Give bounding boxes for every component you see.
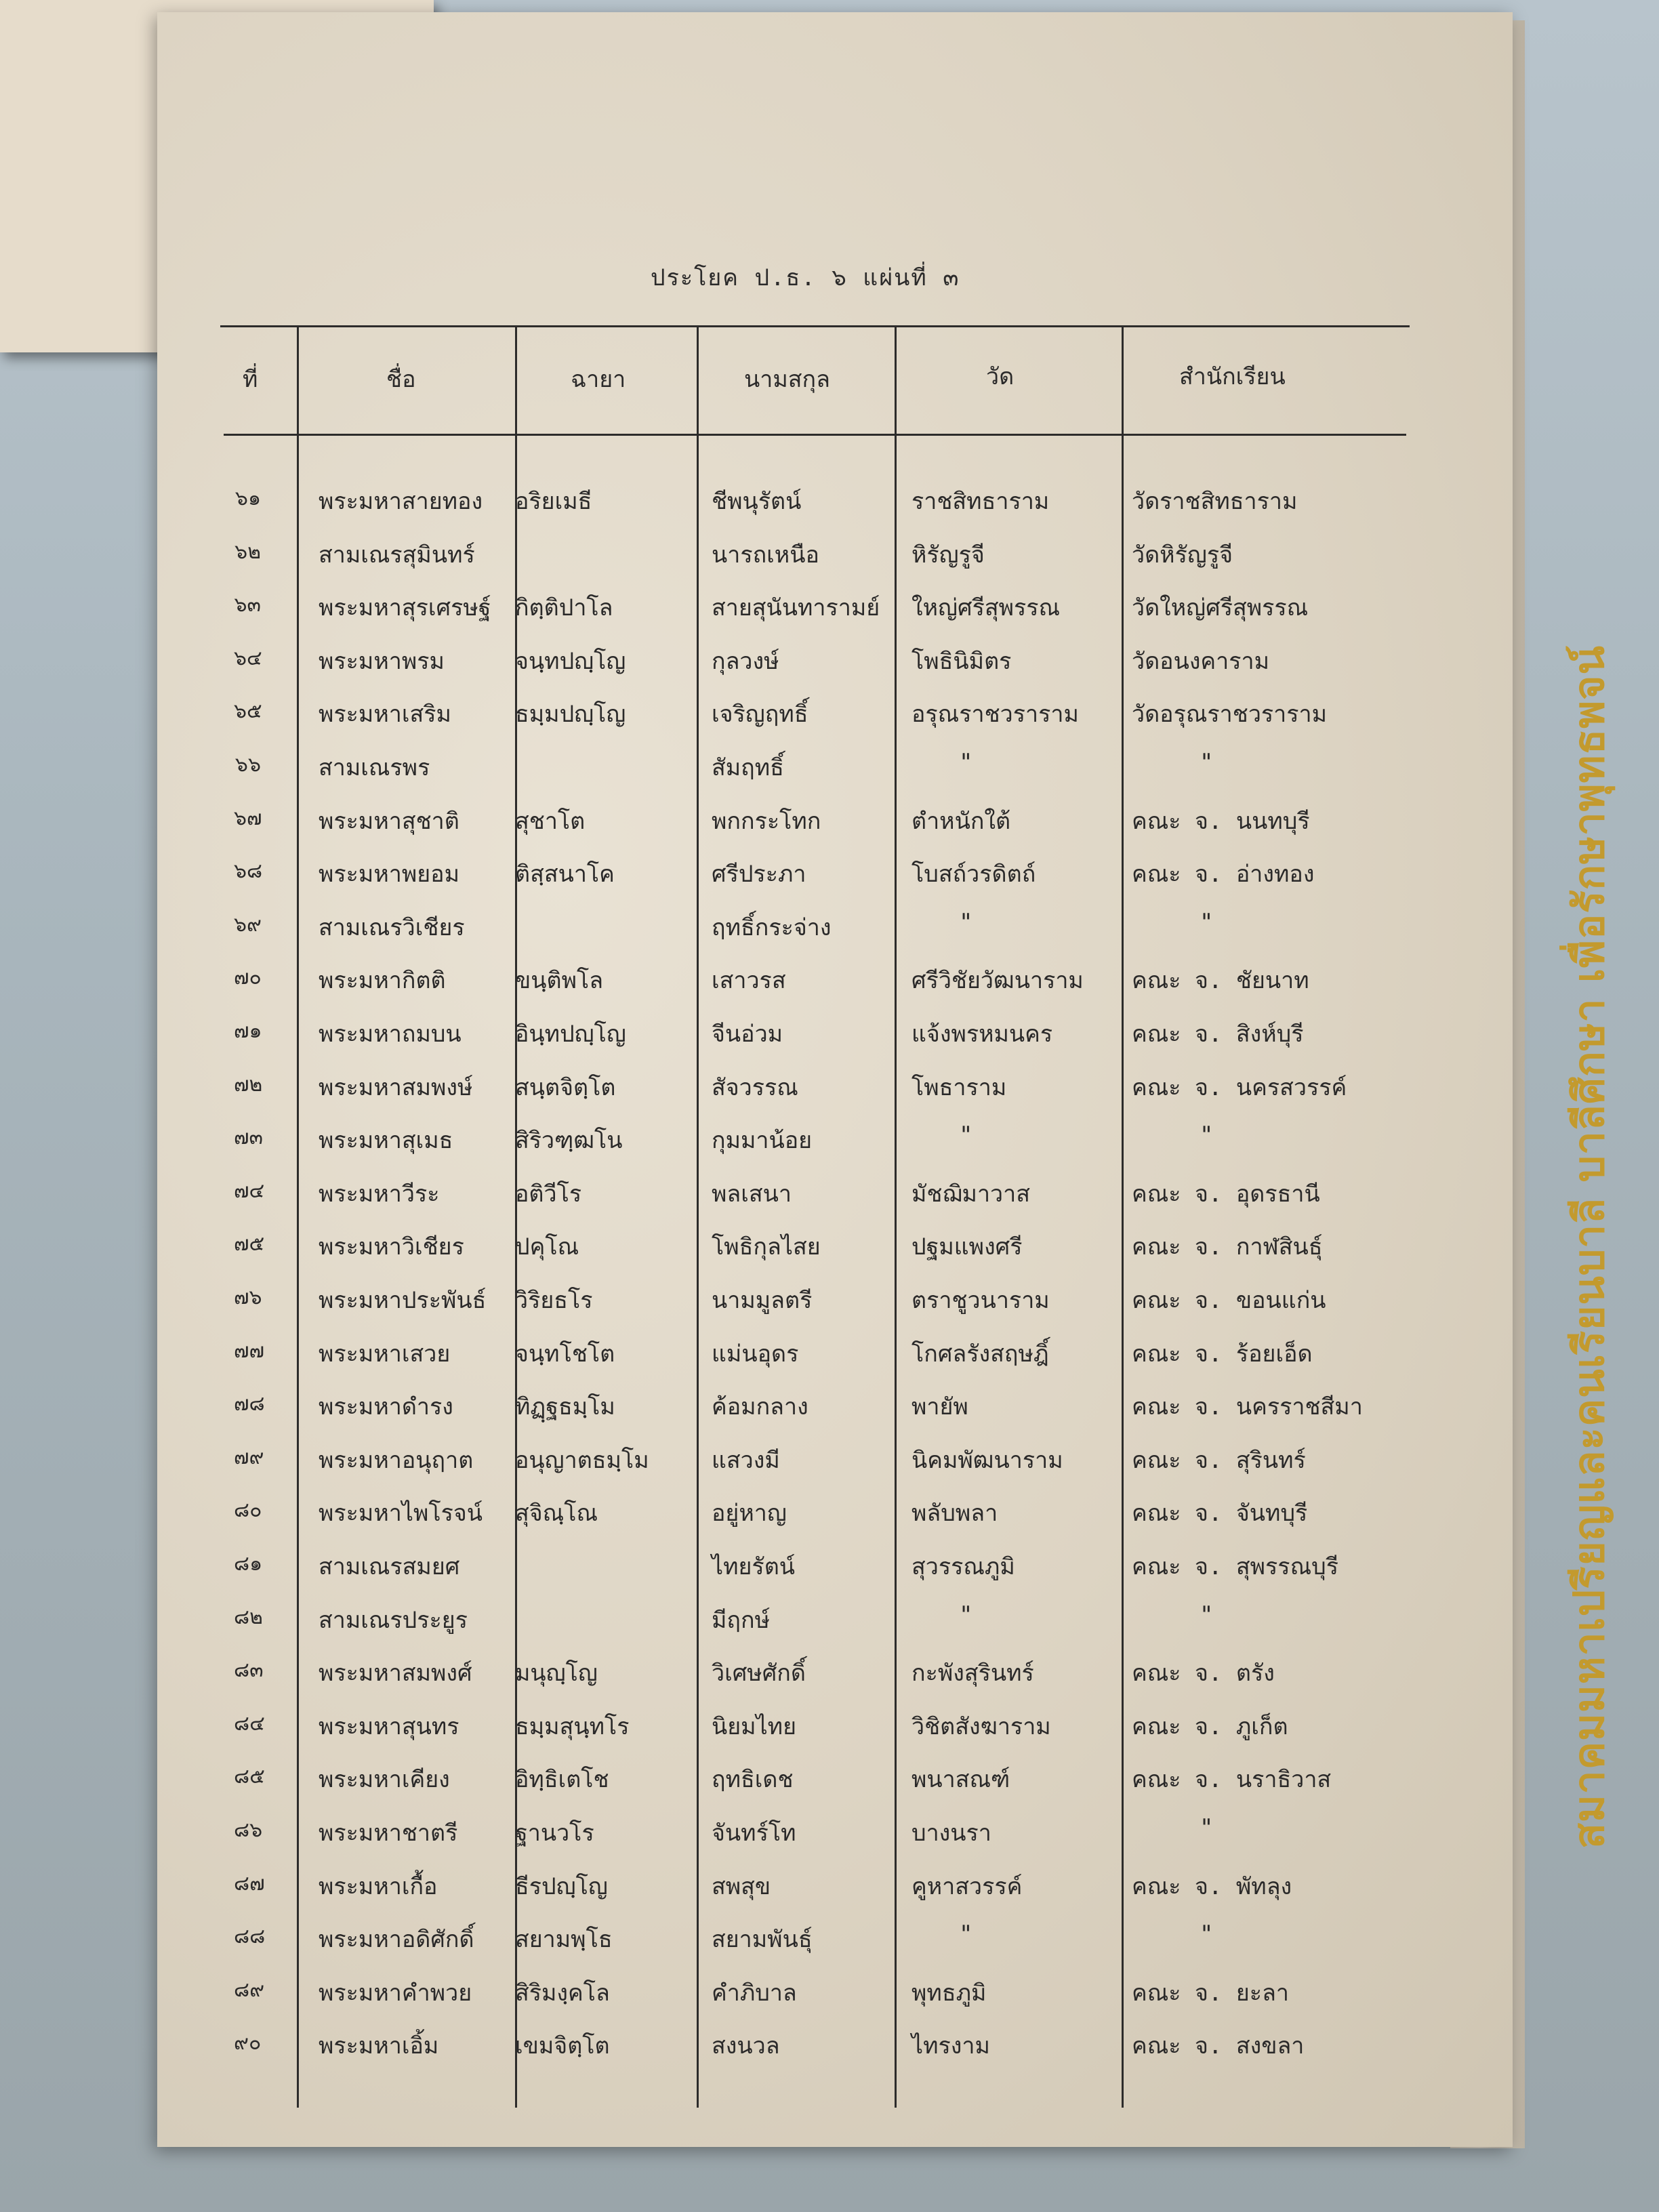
cell-surname: นารถเหนือ bbox=[712, 541, 819, 569]
cell-no: ๘๑ bbox=[234, 1552, 263, 1576]
table-row bbox=[0, 1228, 1659, 1275]
table-row bbox=[0, 1708, 1659, 1755]
cell-name: สามเณรสุมินทร์ bbox=[319, 541, 475, 569]
cell-school: คณะ จ. ยะลา bbox=[1132, 1979, 1289, 2007]
cell-surname: ชีพนุรัตน์ bbox=[712, 488, 802, 515]
cell-wat: แจ้งพรหมนคร bbox=[912, 1021, 1053, 1048]
cell-school: คณะ จ. นครราชสีมา bbox=[1132, 1393, 1363, 1421]
table-row bbox=[0, 802, 1659, 850]
cell-school: คณะ จ. สิงห์บุรี bbox=[1132, 1021, 1304, 1048]
table-row bbox=[0, 1282, 1659, 1329]
cell-no: ๗๖ bbox=[234, 1286, 262, 1309]
cell-school: คณะ จ. จันทบุรี bbox=[1132, 1500, 1308, 1528]
cell-wat: มัชฌิมาวาส bbox=[912, 1180, 1030, 1208]
table-row bbox=[0, 1814, 1659, 1862]
cell-school: คณะ จ. พัทลุง bbox=[1132, 1872, 1292, 1900]
cell-surname: แม่นอุดร bbox=[712, 1340, 799, 1368]
cell-name: พระมหาชาตรี bbox=[319, 1820, 458, 1847]
cell-name: พระมหาเคียง bbox=[319, 1766, 450, 1794]
cell-alias: ฐานวโร bbox=[515, 1820, 594, 1847]
cell-wat: " bbox=[959, 1601, 973, 1629]
cell-surname: ไทยรัตน์ bbox=[712, 1553, 796, 1580]
table-row bbox=[0, 1868, 1659, 1915]
table-row bbox=[0, 1388, 1659, 1435]
cell-name: พระมหาเสริม bbox=[319, 701, 451, 729]
cell-no: ๘๕ bbox=[234, 1765, 265, 1789]
cell-wat: ตำหนักใต้ bbox=[912, 807, 1011, 835]
cell-school: " bbox=[1200, 908, 1214, 936]
cell-name: พระมหาสุชาติ bbox=[319, 807, 459, 835]
cell-surname: จันทร์โท bbox=[712, 1820, 796, 1847]
cell-wat: โบสถ์วรดิตถ์ bbox=[912, 861, 1036, 888]
cell-surname: วิเศษศักดิ์ bbox=[712, 1660, 806, 1687]
cell-alias: สุชาโต bbox=[515, 807, 586, 835]
cell-school: คณะ จ. อุดรธานี bbox=[1132, 1180, 1320, 1208]
cell-alias: ขนฺติพโล bbox=[515, 967, 604, 995]
cell-wat: " bbox=[959, 1921, 973, 1948]
cell-alias: สนฺตจิตฺโต bbox=[515, 1073, 616, 1101]
cell-name: พระมหาอนุฤาต bbox=[319, 1446, 474, 1474]
table-row bbox=[0, 642, 1659, 690]
cell-school: คณะ จ. นครสวรรค์ bbox=[1132, 1073, 1347, 1101]
table-row bbox=[0, 589, 1659, 636]
cell-surname: นิยมไทย bbox=[712, 1713, 797, 1740]
cell-no: ๘๖ bbox=[234, 1818, 263, 1842]
cell-school: วัดหิรัญรูจี bbox=[1132, 541, 1233, 569]
cell-school: คณะ จ. นราธิวาส bbox=[1132, 1766, 1332, 1794]
cell-wat: สุวรรณภูมิ bbox=[912, 1553, 1015, 1580]
table-row bbox=[0, 1335, 1659, 1382]
cell-surname: ศรีประภา bbox=[712, 861, 806, 888]
cell-alias: ธมฺมปญฺโญ bbox=[515, 701, 626, 729]
cell-no: ๖๕ bbox=[234, 699, 262, 724]
cell-no: ๗๙ bbox=[234, 1445, 264, 1469]
cell-surname: โพธิกุลไสย bbox=[712, 1233, 821, 1261]
cell-school: คณะ จ. ภูเก็ต bbox=[1132, 1713, 1288, 1740]
cell-name: พระมหาสมพงษ์ bbox=[319, 1073, 473, 1101]
cell-alias: อริยเมธี bbox=[515, 488, 592, 515]
cell-no: ๗๔ bbox=[234, 1179, 265, 1203]
cell-school: วัดอรุณราชวราราม bbox=[1132, 701, 1328, 729]
cell-no: ๖๒ bbox=[234, 539, 261, 564]
table-top-rule bbox=[220, 325, 1410, 327]
cell-alias: ธมฺมสุนฺทโร bbox=[515, 1713, 630, 1740]
cell-school: คณะ จ. สงขลา bbox=[1132, 2032, 1305, 2060]
cell-surname: สยามพันธุ์ bbox=[712, 1926, 813, 1954]
table-row bbox=[0, 1175, 1659, 1223]
cell-wat: คูหาสวรรค์ bbox=[912, 1872, 1023, 1900]
cell-no: ๘๓ bbox=[234, 1658, 264, 1683]
cell-wat: พนาสณฑ์ bbox=[912, 1766, 1010, 1794]
table-row bbox=[0, 1069, 1659, 1116]
cell-alias: จนฺทโชโต bbox=[515, 1340, 615, 1368]
cell-wat: วิชิตสังฆาราม bbox=[912, 1713, 1051, 1740]
cell-name: พระมหาสุรเศรษฐ์ bbox=[319, 594, 491, 622]
cell-school: วัดอนงคาราม bbox=[1132, 647, 1270, 675]
cell-no: ๗๑ bbox=[234, 1019, 262, 1043]
cell-no: ๖๔ bbox=[234, 646, 262, 670]
cell-name: พระมหาพรม bbox=[319, 647, 445, 675]
cell-school: คณะ จ. ขอนแก่น bbox=[1132, 1287, 1326, 1314]
table-row bbox=[0, 855, 1659, 903]
cell-no: ๗๗ bbox=[234, 1338, 265, 1363]
cell-no: ๘๙ bbox=[234, 1978, 265, 2002]
cell-name: พระมหาเอิ้ม bbox=[319, 2032, 439, 2060]
cell-alias: สยามพฺโธ bbox=[515, 1926, 613, 1954]
cell-name: พระมหาไพโรจน์ bbox=[319, 1500, 483, 1528]
table-header-rule bbox=[224, 434, 1406, 436]
cell-alias: กิตฺติปาโล bbox=[515, 594, 613, 622]
cell-name: พระมหาพยอม bbox=[319, 861, 460, 888]
cell-name: พระมหาประพันธ์ bbox=[319, 1287, 487, 1314]
cell-surname: อยู่หาญ bbox=[712, 1500, 787, 1528]
cell-surname: กุลวงษ์ bbox=[712, 647, 779, 675]
cell-no: ๗๓ bbox=[234, 1126, 264, 1150]
cell-no: ๖๘ bbox=[234, 859, 263, 884]
cell-wat: พายัพ bbox=[912, 1393, 968, 1421]
table-row bbox=[0, 1974, 1659, 2022]
cell-school: คณะ จ. ชัยนาท bbox=[1132, 967, 1309, 995]
cell-wat: พุทธภูมิ bbox=[912, 1979, 987, 2007]
cell-no: ๘๗ bbox=[234, 1871, 265, 1896]
cell-no: ๖๙ bbox=[234, 912, 262, 937]
header-alias: ฉายา bbox=[571, 366, 626, 393]
table-row bbox=[0, 1548, 1659, 1595]
cell-wat: โพธาราม bbox=[912, 1073, 1007, 1101]
cell-alias: เขมจิตฺโต bbox=[515, 2032, 610, 2060]
table-row bbox=[0, 1921, 1659, 1968]
cell-no: ๗๘ bbox=[234, 1392, 265, 1416]
cell-name: พระมหาเกื้อ bbox=[319, 1872, 438, 1900]
cell-surname: แสวงมี bbox=[712, 1446, 780, 1474]
cell-wat: " bbox=[959, 749, 973, 776]
cell-wat: ราชสิทธาราม bbox=[912, 488, 1050, 515]
watermark-text: สมาคมมหาเปรียญและคนเรียนบาลี บาลีศึกษา เพื่อรักษาพุทธพจน์ bbox=[1564, 645, 1614, 1849]
table-row bbox=[0, 1015, 1659, 1063]
cell-name: สามเณรพร bbox=[319, 754, 430, 781]
cell-surname: จีนอ่วม bbox=[712, 1021, 783, 1048]
cell-wat: หิรัญรูจี bbox=[912, 541, 985, 569]
cell-alias: จนฺทปญฺโญ bbox=[515, 647, 626, 675]
cell-wat: " bbox=[959, 908, 973, 936]
header-no: ที่ bbox=[243, 366, 258, 393]
cell-alias: สิริวฑฺฒโน bbox=[515, 1127, 623, 1155]
cell-name: พระมหาสายทอง bbox=[319, 488, 483, 515]
cell-alias: อิทฺธิเตโช bbox=[515, 1766, 609, 1794]
page-heading: ประโยค ป.ธ. ๖ แผ่นที่ ๓ bbox=[651, 264, 960, 291]
header-wat: วัด bbox=[986, 363, 1015, 390]
table-row bbox=[0, 1441, 1659, 1489]
cell-wat: ศรีวิชัยวัฒนาราม bbox=[912, 967, 1084, 995]
cell-surname: สัมฤทธิ์ bbox=[712, 754, 784, 781]
cell-wat: " bbox=[959, 1122, 973, 1149]
cell-alias: ปคุโณ bbox=[515, 1233, 579, 1261]
cell-no: ๘๘ bbox=[234, 1925, 266, 1949]
cell-alias: อนุญาตธมฺโม bbox=[515, 1446, 649, 1474]
cell-name: พระมหาสุนทร bbox=[319, 1713, 459, 1740]
table-row bbox=[0, 1122, 1659, 1169]
cell-surname: คำภิบาล bbox=[712, 1979, 797, 2007]
cell-wat: กะพังสุรินทร์ bbox=[912, 1660, 1034, 1687]
cell-surname: สัจวรรณ bbox=[712, 1073, 798, 1101]
cell-surname: เสาวรส bbox=[712, 967, 786, 995]
cell-surname: พกกระโทก bbox=[712, 807, 821, 835]
cell-name: พระมหาดำรง bbox=[319, 1393, 453, 1421]
cell-name: สามเณรสมยศ bbox=[319, 1553, 460, 1580]
cell-wat: โพธินิมิตร bbox=[912, 647, 1012, 675]
cell-school: " bbox=[1200, 1122, 1214, 1149]
cell-school: คณะ จ. นนทบุรี bbox=[1132, 807, 1310, 835]
cell-alias: ทิฏฺฐธมฺโม bbox=[515, 1393, 615, 1421]
cell-name: พระมหากิตติ bbox=[319, 967, 446, 995]
cell-wat: โกศลรังสฤษฎิ์ bbox=[912, 1340, 1049, 1368]
cell-school: วัดราชสิทธาราม bbox=[1132, 488, 1298, 515]
cell-wat: ไทรงาม bbox=[912, 2032, 990, 2060]
cell-surname: ฤทธิ์กระจ่าง bbox=[712, 914, 832, 941]
cell-alias: สิริมงฺคโล bbox=[515, 1979, 610, 2007]
cell-wat: อรุณราชวราราม bbox=[912, 701, 1079, 729]
header-school: สำนักเรียน bbox=[1179, 363, 1286, 390]
table-row bbox=[0, 962, 1659, 1009]
table-row bbox=[0, 1601, 1659, 1649]
cell-no: ๖๗ bbox=[234, 806, 262, 830]
cell-school: คณะ จ. สุรินทร์ bbox=[1132, 1446, 1306, 1474]
table-row bbox=[0, 536, 1659, 583]
cell-alias: มนุญฺโญ bbox=[515, 1660, 598, 1687]
table-row bbox=[0, 1494, 1659, 1542]
cell-school: คณะ จ. ร้อยเอ็ด bbox=[1132, 1340, 1313, 1368]
cell-name: พระมหาคำพวย bbox=[319, 1979, 472, 2007]
cell-school: คณะ จ. ตรัง bbox=[1132, 1660, 1275, 1687]
cell-wat: บางนรา bbox=[912, 1820, 991, 1847]
cell-surname: เจริญฤทธิ์ bbox=[712, 701, 808, 729]
cell-school: " bbox=[1200, 1601, 1214, 1629]
cell-no: ๗๐ bbox=[234, 966, 262, 990]
cell-alias: ติสฺสนาโค bbox=[515, 861, 615, 888]
header-surname: นามสกุล bbox=[744, 366, 830, 393]
cell-no: ๖๖ bbox=[234, 753, 261, 777]
cell-surname: กุมมาน้อย bbox=[712, 1127, 813, 1155]
cell-alias: สุจิณฺโณ bbox=[515, 1500, 598, 1528]
cell-alias: วิริยธโร bbox=[515, 1287, 593, 1314]
table-row bbox=[0, 909, 1659, 956]
cell-no: ๗๕ bbox=[234, 1232, 265, 1256]
cell-name: พระมหาสมพงศ์ bbox=[319, 1660, 472, 1687]
cell-wat: นิคมพัฒนาราม bbox=[912, 1446, 1063, 1474]
cell-surname: พลเสนา bbox=[712, 1180, 792, 1208]
cell-wat: ตราชูวนาราม bbox=[912, 1287, 1050, 1314]
cell-alias: อินฺทปญฺโญ bbox=[515, 1021, 626, 1048]
table-row bbox=[0, 695, 1659, 743]
cell-no: ๘๒ bbox=[234, 1605, 263, 1629]
cell-name: พระมหาเสวย bbox=[319, 1340, 451, 1368]
cell-school: " bbox=[1200, 749, 1214, 776]
cell-no: ๖๑ bbox=[234, 487, 261, 510]
cell-school: คณะ จ. สุพรรณบุรี bbox=[1132, 1553, 1338, 1580]
cell-surname: สงนวล bbox=[712, 2032, 780, 2060]
cell-surname: สพสุข bbox=[712, 1872, 771, 1900]
cell-no: ๙๐ bbox=[234, 2031, 262, 2055]
cell-name: สามเณรวิเชียร bbox=[319, 914, 465, 941]
table-row bbox=[0, 1761, 1659, 1808]
table-row bbox=[0, 749, 1659, 796]
cell-alias: ธีรปญฺโญ bbox=[515, 1872, 608, 1900]
table-row bbox=[0, 483, 1659, 530]
cell-alias: อติวีโร bbox=[515, 1180, 582, 1208]
table-row bbox=[0, 2027, 1659, 2074]
cell-surname: ค้อมกลาง bbox=[712, 1393, 808, 1421]
cell-no: ๘๔ bbox=[234, 1711, 265, 1736]
cell-surname: สายสุนันทารามย์ bbox=[712, 594, 880, 622]
cell-no: ๘๐ bbox=[234, 1498, 262, 1523]
cell-school: คณะ จ. กาฬสินธุ์ bbox=[1132, 1233, 1323, 1261]
cell-surname: ฤทธิเดช bbox=[712, 1766, 794, 1794]
cell-wat: ปฐมแพงศรี bbox=[912, 1233, 1023, 1261]
cell-wat: พลับพลา bbox=[912, 1500, 998, 1528]
cell-school: วัดใหญ่ศรีสุพรรณ bbox=[1132, 594, 1309, 622]
header-name: ชื่อ bbox=[386, 366, 416, 393]
cell-school: คณะ จ. อ่างทอง bbox=[1132, 861, 1315, 888]
cell-surname: นามมูลตรี bbox=[712, 1287, 813, 1314]
cell-school: " bbox=[1200, 1921, 1214, 1948]
cell-name: พระมหาวีระ bbox=[319, 1180, 440, 1208]
cell-name: สามเณรประยูร bbox=[319, 1606, 468, 1634]
cell-name: พระมหาวิเชียร bbox=[319, 1233, 464, 1261]
cell-surname: มีฤกษ์ bbox=[712, 1606, 770, 1634]
cell-no: ๖๓ bbox=[234, 593, 261, 617]
cell-name: พระมหาถมบน bbox=[319, 1021, 462, 1048]
cell-school: " bbox=[1200, 1814, 1214, 1841]
cell-name: พระมหาสุเมธ bbox=[319, 1127, 453, 1155]
table-row bbox=[0, 1654, 1659, 1702]
cell-name: พระมหาอดิศักดิ์ bbox=[319, 1926, 474, 1954]
cell-no: ๗๒ bbox=[234, 1072, 263, 1097]
cell-wat: ใหญ่ศรีสุพรรณ bbox=[912, 594, 1061, 622]
